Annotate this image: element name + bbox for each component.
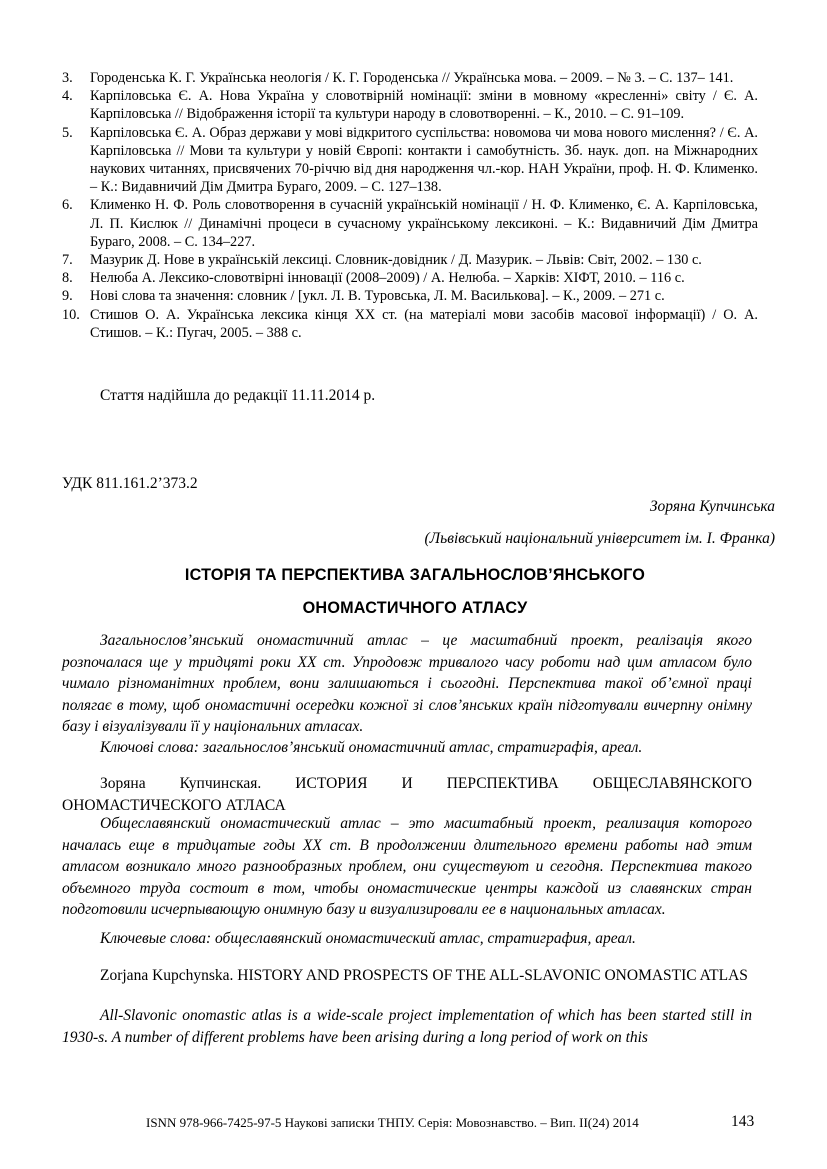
reference-item [62,287,758,305]
abstract-english: All-Slavonic onomastic atlas is a wide-scale project implementation of which has been started still in 1930-s. A number of different problems have been arising during a long period of work on this [62,1007,752,1046]
udk-code: УДК 811.161.2’373.2 [62,475,198,492]
reference-number: 7. [62,252,73,269]
reference-item [62,69,758,87]
page-number: 143 [731,1113,755,1130]
reference-text: Мазурик Д. Нове в українській лексиці. Словник-довідник / Д. Мазурик. – Львів: Світ, 2002. – 130 с. [90,252,702,269]
reference-number: 4. [62,88,73,105]
reference-text: Стишов О. А. Українська лексика кінця ХХ ст. (на матеріалі мови засобів масової інформації) / О. А. Стишов. – К.: Пугач, 2005. – 388 с. [90,306,758,341]
reference-list [62,69,758,342]
reference-item [62,269,758,287]
reference-number: 3. [62,70,73,86]
russian-summary-heading: Зоряна Купчинская. ИСТОРИЯ И ПЕРСПЕКТИВА ОБЩЕСЛАВЯНСКОГО ОНОМАСТИЧЕСКОГО АТЛАСА [62,775,752,814]
reference-text: Клименко Н. Ф. Роль словотворення в сучасній українській номінації / Н. Ф. Клименко, Є. А. Карпіловська, Л. П. Кислюк // Динамічні процеси в сучасному українському лексиконі. – К.: Видавничий Дім Дмитра Бураго, 2008. – С. 134–227. [90,197,758,250]
reference-number: 8. [62,270,73,287]
reference-number: 9. [62,288,73,305]
reference-item [62,251,758,269]
reference-item [62,87,758,123]
reference-text: Нові слова та значення: словник / [укл. Л. В. Туровська, Л. М. Василькова]. – К., 2009. – 271 с. [90,288,665,305]
reference-item [62,196,758,251]
keywords-russian: Ключевые слова: общеславянский ономастический атлас, стратиграфия, ареал. [100,930,636,947]
reference-text: Карпіловська Є. А. Нова Україна у словотвірній номінації: зміни в мовному «кресленні» світу / Є. А. Карпіловська // Відображення історії та культури народу в словотворенні. – К., 2010. – С. 91–109. [90,88,758,123]
article-title-line-2: ОНОМАСТИЧНОГО АТЛАСУ [302,599,528,617]
received-note: Стаття надійшла до редакції 11.11.2014 р. [100,387,376,404]
reference-number: 5. [62,124,73,141]
reference-number: 6. [62,197,73,214]
reference-item [62,124,758,197]
article-title-line-1: ІСТОРІЯ ТА ПЕРСПЕКТИВА ЗАГАЛЬНОСЛОВ’ЯНСЬКОГО [184,566,646,584]
reference-text: Городенська К. Г. Українська неологія / К. Г. Городенська // Українська мова. – 2009. – № 3. – С. 137– 141. [90,70,734,86]
author-name: Зоряна Купчинська [649,498,775,515]
author-affiliation: (Львівський національний університет ім. І. Франка) [424,530,775,547]
reference-text: Карпіловська Є. А. Образ держави у мові відкритого суспільства: новомова чи мова нового мислення? / Є. А. Карпіловська // Мови та культури у новій Європі: контакти і самобутність. Зб. наук. доп. на Міжнародних наукових читаннях, присвячених 70-річчю від дня народження чл.-кор. НАН України, проф. Н. Ф. Клименко. – К.: Видавничий Дім Дмитра Бураго, 2009. – С. 127–138. [90,124,758,196]
reference-number: 10. [62,306,80,323]
reference-item [62,306,758,342]
keywords-ukrainian: Ключові слова: загальнослов’янський ономастичний атлас, стратиграфія, ареал. [100,739,643,756]
english-summary-heading: Zorjana Kupchynska. HISTORY AND PROSPECTS OF THE ALL-SLAVONIC ONOMASTIC ATLAS [100,967,748,984]
page-footer: ISNN 978-966-7425-97-5 Наукові записки ТНПУ. Серія: Мовознавство. – Вип. ІІ(24) 2014 [146,1115,639,1130]
abstract-russian: Общеславянский ономастический атлас – это масштабный проект, реализация которого началась еще в тридцатые годы ХХ ст. В продолжении длительного времени работы над этим атласом возникало много разнообразных проблем, они существуют и сегодня. Перспектива такого объемного труда состоит в том, чтобы ономастические центры каждой из славянских стран подготовили исчерпывающую онимную базу и визуализировали ее в национальных атласах. [62,815,752,918]
abstract-ukrainian: Загальнослов’янський ономастичний атлас – це масштабний проект, реалізація якого розпочалася ще у тридцяті роки ХХ ст. Упродовж тривалого часу роботи над цим атласом було чимало різноманітних проблем, вони залишаються і сьогодні. Перспектива такої об’ємної праці полягає в тому, щоб ономастичні осередки кожної зі слов’янських країн підготували вичерпну онімну базу і візуалізували її у національних атласах. [62,632,752,735]
reference-text: Нелюба А. Лексико-словотвірні інновації (2008–2009) / А. Нелюба. – Харків: ХІФТ, 2010. – 116 с. [90,270,685,287]
